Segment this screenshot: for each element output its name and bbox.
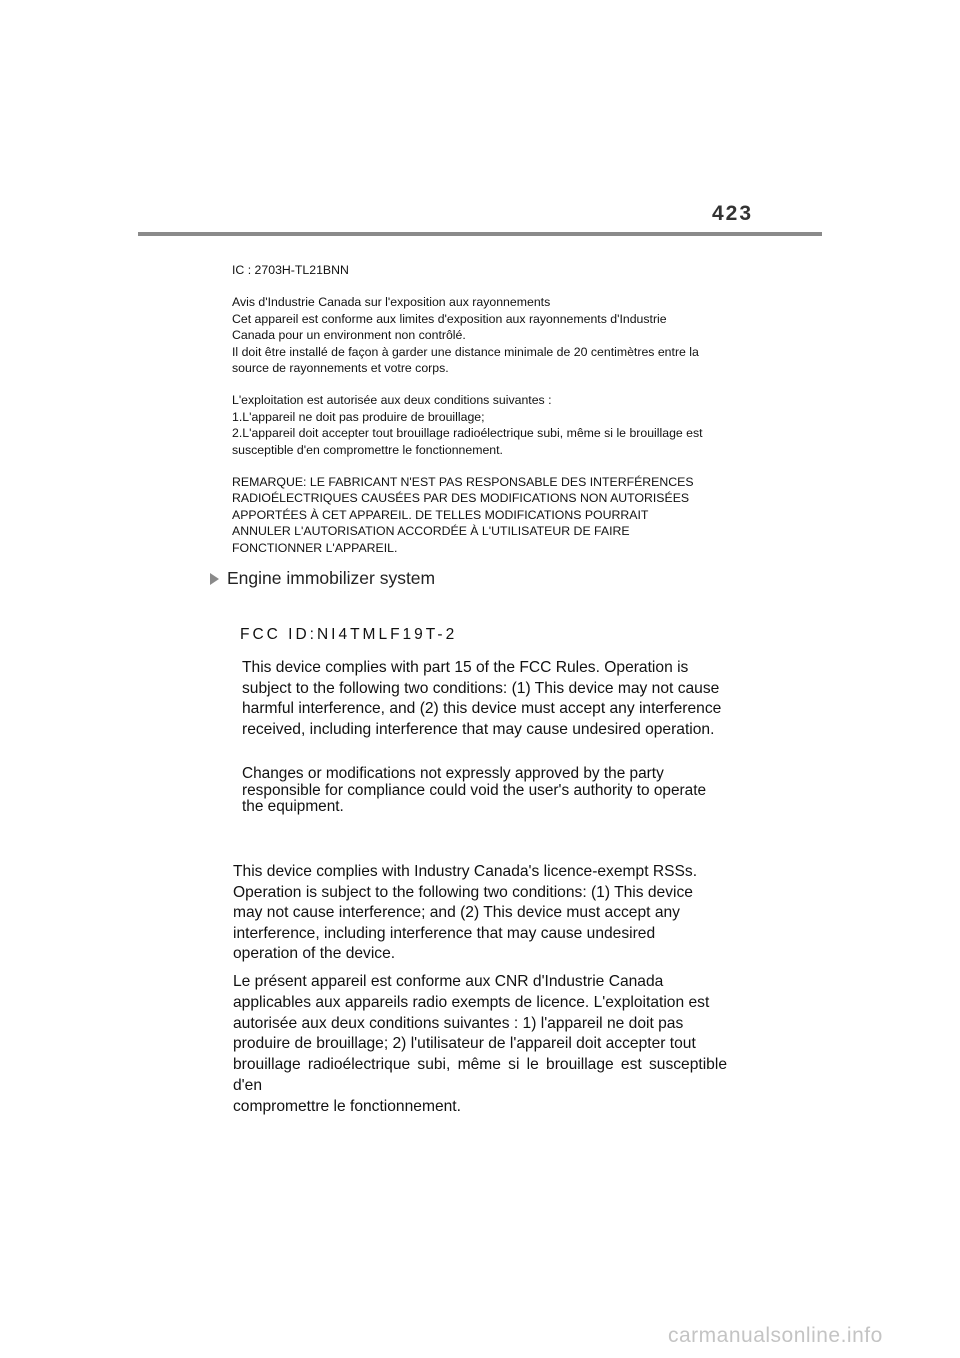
header-rule xyxy=(138,232,822,236)
changes-line: Changes or modifications not expressly approved by the party xyxy=(242,765,664,782)
exposure-line: Canada pour un environment non contrôlé. xyxy=(232,328,466,343)
ic-notice-block xyxy=(232,262,742,556)
changes-line: the equipment. xyxy=(242,798,344,815)
page-number: 423 xyxy=(712,202,754,225)
remarque-line: APPORTÉES À CET APPAREIL. DE TELLES MODIFICATIONS POURRAIT xyxy=(232,507,649,522)
canada-en-line: may not cause interference; and (2) This device must accept any xyxy=(233,904,680,922)
exposure-line: source de rayonnements et votre corps. xyxy=(232,361,449,376)
canada-fr-line: compromettre le fonctionnement. xyxy=(233,1097,461,1115)
ic-number: IC : 2703H-TL21BNN xyxy=(232,263,349,277)
canada-en-line: operation of the device. xyxy=(233,945,396,963)
canada-fr-line: produire de brouillage; 2) l'utilisateur de l'appareil doit accepter tout xyxy=(233,1035,696,1053)
canada-fr-line: applicables aux appareils radio exempts de licence. L'exploitation est xyxy=(233,993,710,1011)
exposure-line: Avis d'Industrie Canada sur l'exposition aux rayonnements xyxy=(232,295,551,310)
canada-fr-line: brouillage radioélectrique subi, même si le brouillage est susceptible d'en xyxy=(233,1056,727,1094)
conditions-line: 2.L'appareil doit accepter tout brouillage radioélectrique subi, même si le brouillage est xyxy=(232,426,703,441)
changes-line: responsible for compliance could void the user's authority to operate xyxy=(242,781,707,799)
remarque-line: ANNULER L'AUTORISATION ACCORDÉE À L'UTILISATEUR DE FAIRE xyxy=(232,524,630,539)
fcc-compliance-paragraph xyxy=(242,658,732,740)
exposure-line: Il doit être installé de façon à garder une distance minimale de 20 centimètres entre la xyxy=(232,344,699,359)
remarque-line: RADIOÉLECTRIQUES CAUSÉES PAR DES MODIFICATIONS NON AUTORISÉES xyxy=(232,491,690,506)
conditions-line: 1.L'appareil ne doit pas produire de brouillage; xyxy=(232,409,485,424)
conditions-line: susceptible d'en compromettre le fonctionnement. xyxy=(232,442,503,457)
fcc-line: This device complies with part 15 of the FCC Rules. Operation is xyxy=(242,659,689,676)
exposure-line: Cet appareil est conforme aux limites d'exposition aux rayonnements d'Industrie xyxy=(232,311,667,326)
triangle-bullet-icon xyxy=(210,573,219,585)
canada-fr-line: autorisée aux deux conditions suivantes : 1) l'appareil ne doit pas xyxy=(233,1014,684,1032)
canada-french-paragraph xyxy=(233,972,727,1118)
section-heading xyxy=(210,568,435,589)
remarque-line: REMARQUE: LE FABRICANT N'EST PAS RESPONSABLE DES INTERFÉRENCES xyxy=(232,475,694,490)
canada-en-line: Operation is subject to the following two conditions: (1) This device xyxy=(233,883,693,901)
watermark: carmanualsonline.info xyxy=(668,1324,883,1347)
remarque-line: FONCTIONNER L'APPAREIL. xyxy=(232,540,398,555)
canada-en-line: interference, including interference that may cause undesired xyxy=(233,924,656,942)
canada-fr-line: Le présent appareil est conforme aux CNR d'Industrie Canada xyxy=(233,973,664,990)
fcc-line: harmful interference, and (2) this device must accept any interference xyxy=(242,700,722,718)
conditions-line: L'exploitation est autorisée aux deux conditions suivantes : xyxy=(232,393,552,408)
canada-en-line: This device complies with Industry Canada's licence-exempt RSSs. xyxy=(233,863,698,880)
fcc-line: received, including interference that may cause undesired operation. xyxy=(242,720,715,738)
fcc-changes-paragraph xyxy=(242,766,732,816)
canada-english-paragraph xyxy=(233,862,727,965)
section-heading-text: Engine immobilizer system xyxy=(227,568,436,588)
fcc-id: FCC ID:NI4TMLF19T-2 xyxy=(240,626,458,643)
fcc-line: subject to the following two conditions: (1) This device may not cause xyxy=(242,679,720,697)
